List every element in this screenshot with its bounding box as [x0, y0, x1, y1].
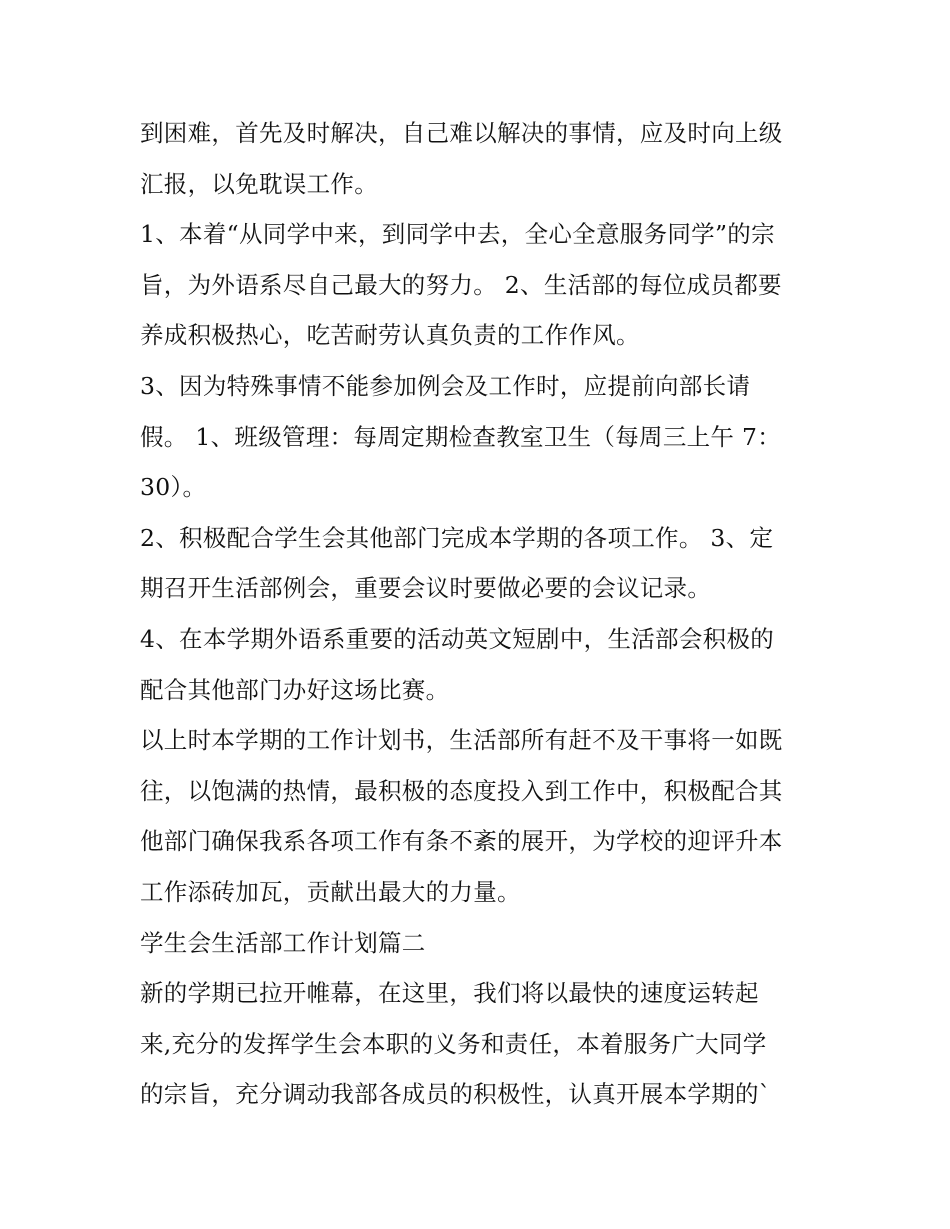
text-line: 30）。: [140, 473, 207, 502]
text-line: 往，以饱满的热情，最积极的态度投入到工作中，积极配合其: [140, 776, 783, 805]
text-line: 期召开生活部例会，重要会议时要做必要的会议记录。: [140, 574, 712, 603]
text-line: 汇报，以免耽误工作。: [140, 169, 378, 198]
body-text: [140, 108, 830, 1120]
text-line: 假。 1、班级管理：每周定期检查教室卫生（每周三上午 7：: [140, 422, 782, 451]
text-line: 配合其他部门办好这场比赛。: [140, 675, 450, 704]
text-line: 3、因为特殊事情不能参加例会及工作时，应提前向部长请: [140, 371, 751, 400]
text-line: 1、本着“从同学中来，到同学中去，全心全意服务同学”的宗: [140, 220, 775, 249]
text-line: 旨，为外语系尽自己最大的努力。 2、生活部的每位成员都要: [140, 270, 782, 299]
text-line: 以上时本学期的工作计划书，生活部所有赶不及干事将一如既: [140, 726, 783, 755]
text-line: 养成积极热心，吃苦耐劳认真负责的工作作风。: [140, 321, 640, 350]
text-line: 2、积极配合学生会其他部门完成本学期的各项工作。 3、定: [140, 523, 774, 552]
section-heading: 学生会生活部工作计划篇二: [140, 928, 426, 957]
text-line: 到困难，首先及时解决，自己难以解决的事情，应及时向上级: [140, 119, 783, 147]
text-line: 新的学期已拉开帷幕，在这里，我们将以最快的速度运转起: [140, 979, 759, 1008]
text-line: 他部门确保我系各项工作有条不紊的展开，为学校的迎评升本: [140, 827, 783, 856]
text-line: 工作添砖加瓦，贡献出最大的力量。: [140, 877, 521, 906]
text-line: 的宗旨，充分调动我部各成员的积极性，认真开展本学期的`: [140, 1080, 771, 1109]
text-line: 4、在本学期外语系重要的活动英文短剧中，生活部会积极的: [140, 624, 775, 653]
text-line: 来,充分的发挥学生会本职的义务和责任，本着服务广大同学: [140, 1029, 767, 1058]
